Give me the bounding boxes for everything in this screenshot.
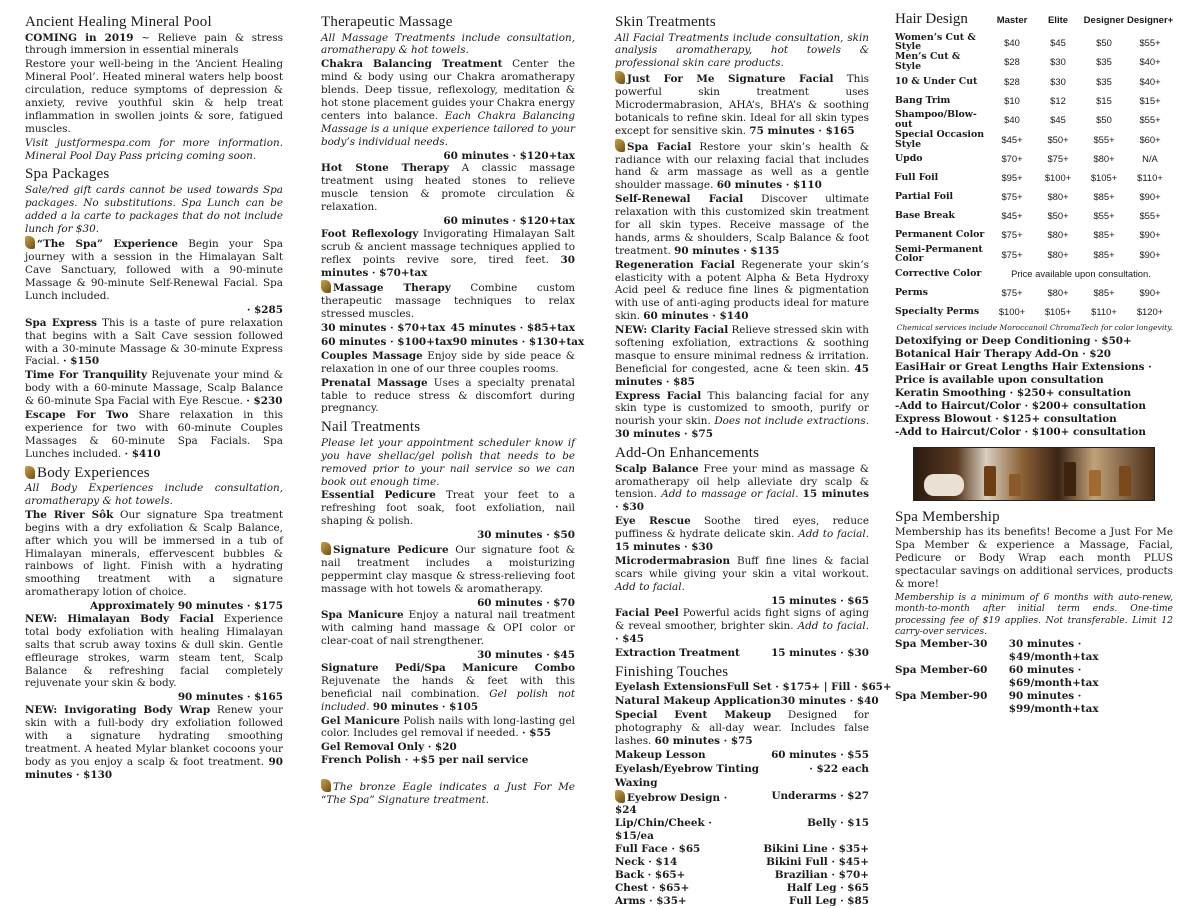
waxing-title: Waxing (615, 776, 658, 789)
eagle-legend: The bronze Eagle indicates a Just For Me “The Spa” Signature treatment. (321, 781, 575, 806)
bottle-shape (1119, 466, 1131, 496)
towel-shape (924, 474, 964, 496)
level-master: Master (996, 15, 1028, 26)
hair-service-name: Shampoo/Blow-out (895, 109, 977, 130)
essential-pedicure-price: 30 minutes · $50 (477, 529, 575, 542)
hair-price: $85+ (1093, 229, 1115, 241)
hair-price: $80+ (1047, 248, 1069, 260)
gel-removal: Gel Removal Only · $20 (321, 741, 457, 754)
bottle-shape (984, 466, 996, 496)
hair-price: $30 (1050, 56, 1066, 68)
hair-service-name: Bang Trim (895, 94, 951, 106)
himalayan-body-facial: NEW: Himalayan Body Facial Experience total body exfoliation with healing Himalayan salts that scrub away toxins & dull skin. Gentle effleurage strokes, warm steam tent, Scalp Balance & refreshing facial completely rejuvenate your skin & body. (25, 613, 283, 690)
hair-price: $80+ (1093, 153, 1115, 165)
hair-price: $55+ (1093, 210, 1115, 222)
facial-peel: Facial Peel Powerful acids fight signs of aging & reveal smoother, brighter skin. Add to facial. · $45 (615, 607, 869, 646)
skin-title: Skin Treatments (615, 14, 716, 30)
hair-price: $45+ (1001, 133, 1023, 145)
hair-row (895, 91, 1173, 110)
spa-manicure-price: 30 minutes · $45 (477, 649, 575, 662)
package-escape-for-two: Escape For Two Share relaxation in this experience for two with 60-minute Couples Massages & 60-minute Spa Facials. Spa Lunches included. · $410 (25, 409, 283, 460)
regeneration-facial: Regeneration Facial Regenerate your skin’s elasticity with a potent Alpha & Beta Hydroxy Acid peel & reduce fine lines & pigmentation with use of anti-aging products ideal for mature skin. 60 minutes · $140 (615, 258, 869, 323)
jfm-signature-facial: Just For Me Signature Facial This powerful skin treatment uses Microdermabrasion, AHA’s, BHA’s & soothing botanicals to refine skin. Ideal for all skin types except for sensitive skin. 75 minutes · $165 (615, 73, 869, 137)
hair-price: $30 (1050, 75, 1066, 87)
hair-row (895, 245, 1173, 265)
hair-service-name: Partial Foil (895, 191, 954, 203)
eagle-icon (25, 466, 35, 479)
hair-price: $75+ (1001, 286, 1023, 298)
membership-row: Spa Member-30 30 minutes · $49/month+tax (895, 638, 1099, 664)
french-polish: French Polish · +$5 per nail service (321, 754, 529, 767)
wax-item: Lip/Chin/Cheek · $15/ea (615, 817, 712, 843)
hair-price: $55+ (1139, 36, 1161, 48)
package-time-for-tranquility: Time For Tranquility Rejuvenate your mind & body with a 60-minute Massage, Scalp Balance & 60-minute Spa Facial with Eye Rescue. · $230 (25, 369, 283, 408)
hair-row (895, 110, 1173, 130)
column-massage-nails (321, 10, 585, 806)
column-hair-membership (895, 10, 1174, 715)
hair-title: Hair Design (895, 11, 968, 27)
eyelash-extensions: Eyelash Extensions Full Set · $175+ | Fill · $65+ (615, 681, 892, 694)
massage-note: All Massage Treatments include consultation, aromatherapy & hot towels. (321, 31, 575, 57)
special-event-makeup: Special Event Makeup Designed for photography & all-day wear. Includes false lashes. 60 minutes · $75 (615, 709, 869, 748)
hair-row (895, 52, 1173, 72)
hair-service-name: Base Break (895, 210, 955, 222)
hair-price: $75+ (1001, 248, 1023, 260)
tinting: Eyelash/Eyebrow Tinting · $22 each (615, 762, 869, 775)
hair-price: $15+ (1139, 94, 1161, 106)
chakra-price: 60 minutes · $120+tax (443, 149, 575, 162)
hair-price: $85+ (1093, 286, 1115, 298)
hair-price: $60+ (1139, 133, 1161, 145)
essential-pedicure: Essential Pedicure Treat your feet to a refreshing foot soak, foot exfoliation, nail shaping & polish. (321, 489, 575, 528)
hair-price: $12 (1050, 94, 1066, 106)
pool-coming: COMING in 2019 ~ Relieve pain & stress through immersion in essential minerals (25, 31, 283, 57)
hair-service-name: Men’s Cut & Style (895, 51, 961, 73)
express-facial: Express Facial This balancing facial for any skin type is customized to smooth, purify or nourish your skin. Does not include extractions. 30 minutes · $75 (615, 389, 870, 441)
package-the-spa-experience: “The Spa” Experience Begin your Spa journey with a session in the Himalayan Salt Cave Sanctuary, followed with a 90-minute Massage & 90-minute Self-Renewal Facial. Spa Lunch included. (25, 238, 283, 303)
hair-price: $70+ (1001, 153, 1023, 165)
membership-row: Spa Member-60 60 minutes · $69/month+tax (895, 664, 1099, 689)
eagle-icon (321, 280, 331, 293)
hair-price: $50+ (1047, 133, 1069, 145)
pool-description: Restore your well-being in the ‘Ancient Healing Mineral Pool’. Heated mineral waters help boost circulation, reduce symptoms of depression & anxiety, revive youthful skin & help treat inflammation in swollen joints & sore, fatigued muscles. (25, 58, 283, 135)
membership-row: Spa Member-90 90 minutes · $99/month+tax (895, 689, 1099, 715)
hair-service-name: Full Foil (895, 172, 939, 184)
hair-price: $100+ (998, 305, 1026, 317)
column-skin (615, 10, 892, 907)
hair-price: $90+ (1139, 229, 1161, 241)
hair-row (895, 33, 1173, 53)
skin-note: All Facial Treatments include consultation, skin analysis aromatherapy, hot towels & professional skin care products. (615, 31, 869, 70)
massage-title: Therapeutic Massage (321, 14, 453, 30)
hair-price: $80+ (1047, 286, 1069, 298)
microdermabrasion: Microdermabrasion Buff fine lines & facial scars while giving your skin a vital workout. Add to facial. (615, 554, 869, 593)
nail-title: Nail Treatments (321, 419, 421, 436)
wax-item: Back · $65+ (615, 868, 686, 881)
wax-item: Full Face · $65 (615, 843, 701, 856)
eagle-icon (321, 542, 331, 555)
hair-extra: Express Blowout · $125+ consultation (895, 412, 1117, 425)
signature-pedicure: Signature Pedicure Our signature foot & nail treatment includes a moisturizing peppermint clay masque & stress-relieving foot massage with hot towels & aromatherapy. (321, 543, 575, 595)
extraction-treatment: Extraction Treatment 15 minutes · $30 (615, 647, 869, 660)
hair-price: $85+ (1093, 248, 1115, 260)
hair-row (895, 283, 1173, 302)
hot-stone-price: 60 minutes · $120+tax (443, 214, 575, 227)
natural-makeup: Natural Makeup Application 30 minutes · $40 (615, 695, 879, 708)
hair-extras (895, 335, 1173, 439)
hair-service-name: Women’s Cut & Style (895, 31, 976, 53)
river-sok: The River Sôk Our signature Spa treatment begins with a dry exfoliation & Scalp Balance, after which you will be immersed in a tub of Himalayan minerals, effervescent bubbles & rainbows of light. Finish with a hydrating smoothing treatment with a signature aromatherapy lotion of choice. (25, 508, 283, 599)
hair-price: $55+ (1139, 210, 1161, 222)
hair-price: $90+ (1139, 286, 1161, 298)
spa-products-photo (913, 447, 1155, 501)
hair-price: $105+ (1044, 305, 1072, 317)
hair-price: $45+ (1001, 210, 1023, 222)
hair-row (895, 226, 1173, 245)
hair-price: N/A (1142, 153, 1158, 165)
clarity-facial: NEW: Clarity Facial Relieve stressed skin with softening exfoliation, extractions & soothing masque to ensure minimal redness & irritation. Beneficial for congested, acne & teen skin. 45 minutes · $85 (615, 324, 870, 388)
hair-price: $75+ (1047, 153, 1069, 165)
massage-prices-row-1: 30 minutes · $70+tax 45 minutes · $85+tax (321, 322, 575, 335)
body-experiences-note: All Body Experiences include consultation, aromatherapy & hot towels. (25, 482, 283, 507)
hair-extra: Botanical Hair Therapy Add-On · $20 (895, 347, 1112, 360)
wax-item: Bikini Line · $35+ (763, 843, 869, 856)
hair-price: $75+ (1001, 191, 1023, 203)
hair-extra: Keratin Smoothing · $250+ consultation (895, 386, 1132, 399)
scalp-balance: Scalp Balance Free your mind as massage & aromatherapy oil help alleviate dry scalp & tension. Add to massage or facial. 15 minutes · $30 (615, 462, 869, 514)
hair-price: $110+ (1091, 305, 1117, 317)
hair-price: $55+ (1139, 114, 1161, 126)
signature-pedicure-price: 60 minutes · $70 (477, 596, 575, 609)
hair-price: $95+ (1001, 172, 1023, 184)
spa-packages-title: Spa Packages (25, 166, 110, 183)
eagle-icon (25, 236, 35, 249)
hair-price: $28 (1004, 75, 1020, 87)
invigorating-body-wrap: NEW: Invigorating Body Wrap Renew your skin with a full-body dry exfoliation followed with a signature hydrating smoothing treatment. A heated Mylar blanket cocoons your body as you enjoy a scalp & foot treatment. 90 minutes · $130 (25, 704, 283, 781)
gel-manicure: Gel Manicure Polish nails with long-lasting gel color. Includes gel removal if needed. · $55 (321, 714, 575, 740)
self-renewal-facial: Self-Renewal Facial Discover ultimate relaxation with this customized skin treatment for all skin types. Receive massage of the hands, arms & shoulders, Scalp Balance & foot treatment. 90 minutes · $135 (615, 193, 869, 257)
foot-reflexology: Foot Reflexology Invigorating Himalayan Salt scrub & ancient massage techniques applied to reflex points revive sore, tired feet. 30 minutes · $70+tax (321, 227, 575, 279)
hair-service-name: Specialty Perms (895, 305, 980, 317)
wax-item: Half Leg · $65 (786, 881, 869, 894)
membership-title: Spa Membership (895, 508, 1000, 525)
hair-price: $120+ (1136, 305, 1164, 317)
bottle-shape (1009, 474, 1021, 496)
hair-service-name: Updo (895, 153, 923, 165)
eagle-icon (615, 71, 625, 84)
hair-row (895, 169, 1173, 188)
wax-item: Brazilian · $70+ (774, 868, 869, 881)
pool-visit-note: Visit justformespa.com for more information. Mineral Pool Day Pass pricing coming soon. (25, 136, 283, 162)
couples-massage: Couples Massage Enjoy side by side peace & relaxation in one of our three couples rooms. (321, 349, 575, 375)
hair-price: $45 (1050, 36, 1066, 48)
addon-title: Add-On Enhancements (615, 445, 760, 462)
hair-price: $40 (1004, 114, 1020, 126)
wax-item: Arms · $35+ (615, 894, 687, 907)
hair-price: $85+ (1093, 191, 1115, 203)
level-elite: Elite (1047, 15, 1069, 26)
hair-price: $110+ (1137, 172, 1163, 184)
body-experiences-title: Body Experiences (25, 465, 283, 482)
massage-therapy: Massage Therapy Combine custom therapeutic massage techniques to relax stressed muscles. (321, 282, 575, 321)
massage-prices-row-2: 60 minutes · $100+tax 90 minutes · $130+tax (321, 335, 585, 348)
river-sok-price: Approximately 90 minutes · $175 (89, 600, 283, 613)
level-designer-plus: Designer+ (1127, 15, 1174, 26)
hair-price: $15 (1096, 94, 1112, 106)
hair-price: $50 (1096, 114, 1112, 126)
level-designer: Designer (1083, 15, 1125, 26)
wax-item: Chest · $65+ (615, 881, 690, 894)
finishing-title: Finishing Touches (615, 663, 729, 680)
hair-service-name: Perms (895, 286, 928, 298)
eagle-icon (321, 779, 331, 792)
pedi-mani-combo: Signature Pedi/Spa Manicure Combo Rejuvenate the hands & feet with this beneficial nail combination. Gel polish not included. 90 minutes · $105 (321, 661, 575, 713)
hair-service-name: Semi-Permanent Color (895, 243, 983, 265)
hair-extra: Detoxifying or Deep Conditioning · $50+ (895, 334, 1132, 347)
hair-table-header (895, 10, 1173, 29)
makeup-lesson: Makeup Lesson 60 minutes · $55 (615, 748, 869, 761)
hair-row (895, 130, 1173, 150)
hair-price-table (895, 33, 1173, 265)
hair-price: $80+ (1047, 229, 1069, 241)
hair-price: $80+ (1047, 191, 1069, 203)
hair-price: $28 (1004, 56, 1020, 68)
spa-facial: Spa Facial Restore your skin’s health & radiance with our relaxing facial that includes hand & arm massage as well as a gentle shoulder massage. 60 minutes · $110 (615, 140, 869, 192)
hair-price: $75+ (1001, 229, 1023, 241)
nail-note: Please let your appointment scheduler know if you have shellac/gel polish that needs to be removed prior to your nail service so we can book out enough time. (321, 436, 575, 488)
hair-extra: EasiHair or Great Lengths Hair Extensions · Price is available upon consultation (895, 360, 1152, 386)
bottle-shape (1064, 462, 1076, 496)
hair-price-table-perms (895, 283, 1173, 321)
wax-item: Neck · $14 (615, 856, 678, 869)
hair-row (895, 150, 1173, 169)
spa-packages-note: Sale/red gift cards cannot be used towards Spa packages. No substitutions. Spa Lunch can be added a la carte to packages that do not include lunch for $30. (25, 183, 283, 235)
hair-price: $90+ (1139, 191, 1161, 203)
column-left (25, 10, 283, 781)
wax-item: Bikini Full · $45+ (766, 856, 869, 869)
waxing-list (615, 790, 869, 908)
package-spa-express: Spa Express This is a taste of pure relaxation that begins with a Salt Cave session followed with a 30-minute Massage & 30-minute Express Facial. · $150 (25, 316, 283, 368)
wax-item: Underarms · $27 (771, 789, 869, 802)
bottle-shape (1089, 470, 1101, 496)
spa-manicure: Spa Manicure Enjoy a natural nail treatment with calming hand massage & OPI color or clear-coat of nail strengthener. (321, 609, 575, 648)
hair-row-corrective: Corrective Color Price available upon consultation. (895, 267, 1151, 279)
eagle-icon (615, 139, 625, 152)
hot-stone-therapy: Hot Stone Therapy A classic massage treatment using heated stones to relieve muscle tension & promote circulation & relaxation. (321, 162, 575, 214)
hair-row (895, 72, 1173, 91)
hair-price: $100+ (1044, 172, 1072, 184)
hair-row (895, 302, 1173, 321)
wax-item: Full Leg · $85 (789, 894, 869, 907)
hair-price: $55+ (1093, 133, 1115, 145)
hair-extra: -Add to Haircut/Color · $200+ consultation (895, 399, 1146, 412)
membership-note: Membership is a minimum of 6 months with auto-renew, month-to-month after initial term ends. One-time processing fee of $19 applies. Not transferable. Limit 12 carry-over services. (895, 591, 1173, 637)
hair-price: $105+ (1090, 172, 1118, 184)
wax-item: Eyebrow Design · $24 (615, 791, 728, 817)
hair-price: $50+ (1047, 210, 1069, 222)
chakra-balancing: Chakra Balancing Treatment Center the mind & body using our Chakra aromatherapy blends. Deep tissue, reflexology, meditation & hot stone placement guides your Chakra energy centers into balance. Each Chakra Balancing Massage is a unique experience tailored to your body’s individual needs. (321, 58, 575, 148)
hair-extra: -Add to Haircut/Color · $100+ consultation (895, 425, 1146, 438)
hair-service-name: 10 & Under Cut (895, 75, 978, 87)
hair-row (895, 207, 1173, 226)
hair-price: $10 (1004, 94, 1020, 106)
membership-description: Membership has its benefits! Become a Just For Me Spa Member & experience a Massage, Facial, Pedicure or Body Wrap each month PLUS spectacular savings on additional services, products & more! (895, 526, 1173, 590)
hair-note: Chemical services include Moroccanoil ChromaTech for color longevity. (896, 323, 1173, 333)
hair-price: $40+ (1139, 75, 1161, 87)
hair-service-name: Permanent Color (895, 229, 985, 241)
hair-price: $50 (1096, 36, 1112, 48)
pool-title: Ancient Healing Mineral Pool (25, 14, 212, 30)
hair-price: $40+ (1139, 56, 1161, 68)
wax-item: Belly · $15 (807, 817, 869, 830)
package-price: · $285 (246, 303, 283, 316)
hair-price: $35 (1096, 56, 1112, 68)
hair-price: $35 (1096, 75, 1112, 87)
hair-service-name: Special Occasion Style (895, 128, 985, 150)
eye-rescue: Eye Rescue Soothe tired eyes, reduce puffiness & hydrate delicate skin. Add to facial. 15 minutes · $30 (615, 515, 869, 553)
microdermabrasion-price: 15 minutes · $65 (771, 594, 869, 607)
prenatal-massage: Prenatal Massage Uses a specialty prenatal table to reduce stress & discomfort during pregnancy. (321, 376, 576, 415)
himalayan-body-facial-price: 90 minutes · $165 (177, 691, 283, 704)
hair-price: $45 (1050, 114, 1066, 126)
hair-price: $40 (1004, 36, 1020, 48)
eagle-icon (615, 790, 625, 803)
hair-row (895, 188, 1173, 207)
hair-price: $90+ (1139, 248, 1161, 260)
